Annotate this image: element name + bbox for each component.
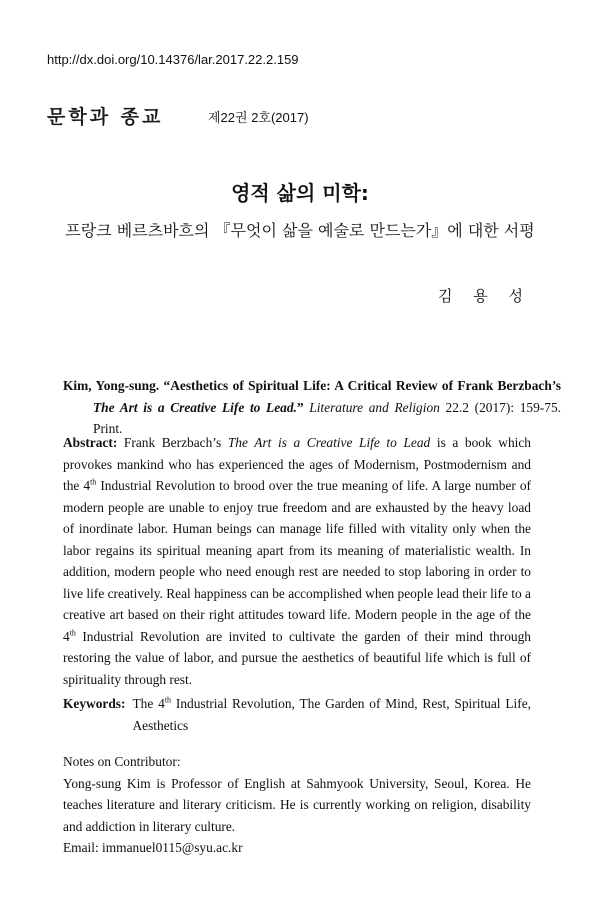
abstract	[63, 432, 531, 690]
keywords-sup: th	[164, 695, 172, 705]
keywords-text-pre: The 4	[132, 696, 165, 711]
abstract-text-2: is a book which provokes mankind who has experienced the ages of Modernism, Postmodernism and the 4	[63, 435, 532, 493]
volume-issue: 제22권 2호(2017)	[208, 110, 309, 125]
abstract-label: Abstract:	[63, 435, 118, 450]
citation-details: 22.2 (2017): 159-75. Print.	[93, 399, 561, 436]
citation-journal: Literature and Religion	[309, 399, 440, 415]
keywords-text-post: Industrial Revolution, The Garden of Mind, Rest, Spiritual Life, Aesthetics	[132, 696, 531, 733]
citation-author-title: Kim, Yong-sung. “Aesthetics of Spiritual Life: A Critical Review of Frank Berzbach’s	[63, 378, 561, 393]
contributor-email[interactable]: Email: immanuel0115@syu.ac.kr	[63, 840, 243, 855]
abstract-text-4: Industrial Revolution are invited to cultivate the garden of their mind through restoring the value of labor, and pursue the aesthetics of beautiful life which is full of spirituality through rest.	[63, 628, 531, 687]
contributor-heading: Notes on Contributor:	[63, 754, 181, 769]
contributor-notes	[63, 751, 531, 859]
article-title: 영적 삶의 미학:	[231, 181, 369, 205]
abstract-book-title: The Art is a Creative Life to Lead	[227, 435, 431, 450]
article-subtitle: 프랑크 베르츠바흐의 『무엇이 삶을 예술로 만드는가』에 대한 서평	[65, 221, 535, 240]
abstract-text-1: Frank Berzbach’s	[123, 435, 222, 450]
abstract-text-3: Industrial Revolution to brood over the true meaning of life. A large number of modern people are unable to enjoy true freedom and are exhausted by the heavy load of inordinate labor. Human beings can manage life filled with vitality only when the labor regains its spiritual meaning apart from its meaning of materialistic wealth. In addition, modern people who need enough rest are needed to stop laboring in order to live life creatively. Real happiness can be accomplished when people lead their life to a creative art based on their right attitudes toward life. Modern people in the age of the 4	[63, 478, 532, 644]
author-name-korean: 김 용 성	[437, 287, 531, 305]
citation-book-title: The Art is a Creative Life to Lead.	[93, 399, 297, 415]
citation-close-quote: ”	[296, 399, 304, 415]
journal-logo: 문학과 종교	[47, 106, 164, 128]
contributor-bio: Yong-sung Kim is Professor of English at Sahmyook University, Seoul, Korea. He teaches literature and literary criticism. He is currently working on religion, disability and addiction in literary culture.	[63, 775, 531, 834]
citation	[63, 375, 561, 440]
keywords	[63, 693, 531, 736]
keywords-list	[132, 693, 531, 736]
doi-link[interactable]: http://dx.doi.org/10.14376/lar.2017.22.2.159	[47, 52, 299, 67]
abstract-sup-2: th	[69, 628, 76, 638]
keywords-label: Keywords:	[63, 696, 126, 711]
abstract-sup-1: th	[90, 477, 97, 487]
